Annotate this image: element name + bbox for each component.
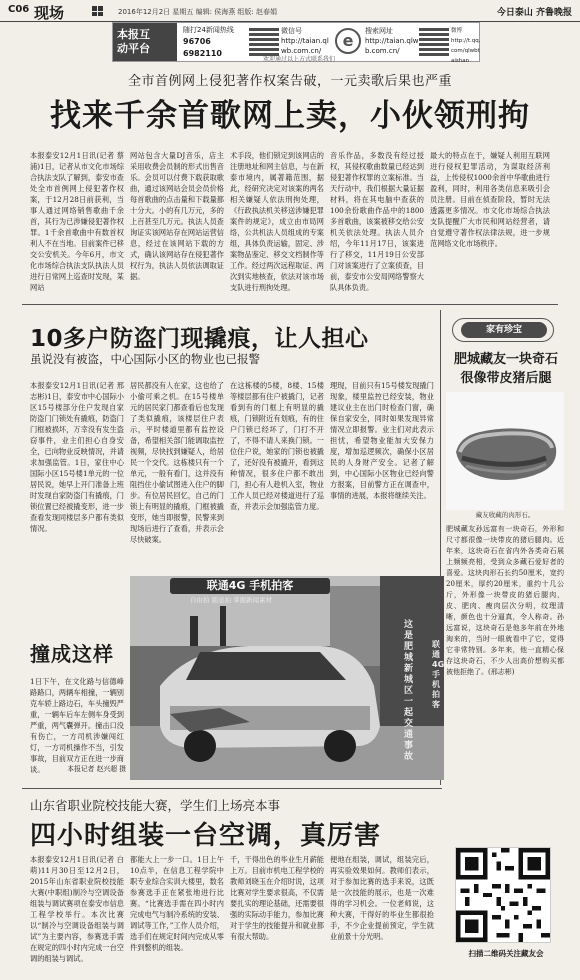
banner-title: [113, 23, 177, 61]
masthead: 今日泰山 齐鲁晚报: [496, 8, 572, 18]
article1-subtitle: 全市首例网上侵犯著作权案告破，一元卖歌后果也严重: [127, 74, 452, 89]
article4-subtitle: 山东省职业院校技能大赛，学生们上场亮本事: [30, 798, 281, 813]
sidebar-body: 肥城藏友孙远富有一块奇石，外形和尺寸都很像一块带皮的猪后腿肉。近年来，这块奇石在省内外各类奇石展上频频亮相，受到众多藏石爱好者的喜爱。这块肉形石长约50厘米，宽约20厘米，厚约20厘米，重约十几公斤，外形像一块带皮的猪后腿肉，皮、肥肉、瘦肉层次分明，纹理清晰，颜色也十分逼真，令人称奇。孙远富说，这块奇石是他多年前在外地淘来的，当时一眼就看中了它，觉得它非常特别。多年来，他一直精心保存这块奇石，不少人出高价想购买都被他拒绝了。: [446, 525, 564, 676]
phone-number-1: 96706: [183, 37, 211, 46]
article4-title: 四小时组装一台空调，真厉害: [30, 821, 382, 851]
article4-column: 都能大上一步一口。1日上午10点半，在信息工程学院中职专业综合实训大楼里，数名参赛选手正在紧张地进行比赛。“比赛选手需在四小时内完成电气与制冷系统的安装、调试等工作，”工作人员介绍，选手们在规定时间内完成从零件到整机的组装。: [130, 855, 224, 952]
divider: [22, 304, 558, 305]
web-3-label: 微博: [451, 28, 463, 34]
banner-web-3: [451, 26, 481, 66]
rock-photo: [446, 392, 564, 510]
sidebar-title-line-1: 肥城藏友一块奇石: [453, 352, 558, 367]
sidebar-reporter: (邢志彬): [488, 668, 515, 676]
page-number: C06: [8, 4, 30, 15]
article4-column: 千，干得出色的毕业生月薪能上万。目前市机电工程学校的教师刘晓玉在介绍时说，这项比赛对学生要求很高，不仅需要扎实的理论基础，还需要很强的实际动手能力，参加比赛对于学生的技能提升和就业都有很大帮助。: [230, 855, 324, 941]
qr-code-icon: [419, 26, 449, 56]
banner-web-1: [281, 26, 331, 56]
article2-column: 居民都没有人在家，这也给了小偷可乘之机。在15号楼单元的居民家门都查看后也发现了类似撬痕，该楼层住户表示，平时楼道里都有监控设备，希望相关部门能调取监控视频，尽快找到嫌疑人，给居民一个交代。这栋楼只有一个单元，一般有看门，这并没有阻挡住小偷试图进入住户的脚步。有位居民回忆，自己的门锁上有明显的撬痕，门框被撬变形，她当即报警，民警来到现场后进行了查看，并表示会尽快破案。: [130, 381, 224, 544]
web-2-label: 搜索网址: [365, 27, 393, 35]
web-1-value: http://taian.qlwb.com.cn/: [281, 37, 329, 55]
meat-stone-image: [446, 392, 564, 510]
rock-photo-caption: 藏友收藏的肉形石。: [475, 511, 535, 519]
web-2-value: http://taian.qlwb.com.cn/: [365, 37, 419, 55]
qr-code-icon: [249, 26, 279, 56]
phone-label: 随打24新闻热线: [183, 26, 234, 34]
article3-title: 撞成这样: [30, 642, 114, 666]
article2-column: 理现，目前只有15号楼发现撬门现象，楼里监控已经安装，物业建议业主在出门时检查门窗，确保自家安全，同时如果发现异常情况立即报警。业主们对此表示担忧，希望物业能加大安保力度，增加巡逻频次，确保小区居民的人身财产安全。记者了解到，中心国际小区物业已经向警方报案，目前警方正在调查中，事情的进展，本报将继续关注。: [330, 381, 434, 500]
issue-meta: 2016年12月2日 星期五 编辑: 侯海燕 组版: 赵春娟: [118, 8, 278, 16]
photo-brand-sublabel: 自由拍 随意拍 掌握新闻素材: [190, 596, 273, 604]
article1-column: 术手段，他们锁定到该网店的注册地址和网主信息，与在新泰市境内，属著籍范围，据此，经研究决定对该案的两名相关嫌疑人依法刑拘处理，《行政执法机关移送涉嫌犯罪案件的规定》，成立由市局网络，公共机法人员组成的专案组，具体负责运输，固定、涉案物品鉴定、移交文档制作等工作。经过两次远程取证、两次到实地核查，依法对该市场支队进行刑拘处理。: [230, 151, 324, 292]
qr-code: [455, 847, 551, 943]
grid-icon: [92, 6, 102, 16]
banner-phone: [183, 25, 249, 60]
crashed-car-image: [130, 576, 444, 780]
article3-credit: 本报记者 赵兴超 摄: [67, 765, 126, 773]
divider: [22, 788, 442, 789]
photo-brand-label: 联通4G 手机拍客: [170, 578, 330, 594]
page-header: [0, 0, 580, 22]
photo-side-caption: 这是肥城新城区一起交通事故: [404, 620, 414, 762]
banner-note: 欢迎通过以上方式联系我们: [263, 56, 336, 63]
banner-title-line-1: 本报互: [117, 28, 150, 41]
article1-column: 本报泰安12月1日讯(记者 蔡浦)1日，记者从市文化市场综合执法支队了解到，泰安市查处全市首例网上侵犯著作权案，于12月28日前获利，当事人通过网络销售歌曲千余首，其行为已涉嫌侵犯著作权罪。1千余首歌曲中有数首权利人不在当地。目前案件已移交公安机关。今年6月，市文化市场综合执法支队执法人员进行日常网上巡查时发现，某网站: [30, 151, 124, 292]
section-title: 现场: [34, 4, 65, 22]
article1-column: 网站包含大量DJ音乐，店主采用收费会员制的形式出售音乐。会员可以付费下载获取歌曲，通过该网站会员会员价格每首歌曲的点击量和下载量都十分大。小的有几万元，多的上百甚至几万元。执法人员查询证实该网站存在网站运营信息，经过在该网站下载的方式，确认该网站存在侵犯著作权行为，执法人员依法调取证据。: [130, 151, 224, 281]
accident-photo: [130, 576, 444, 780]
article2-title: 10多户防盗门现撬痕，让人担心: [30, 326, 369, 352]
sidebar-tag-label: 家有珍宝: [461, 322, 547, 338]
sidebar-text: [446, 524, 564, 824]
article1-column: 音乐作品，多数没有经过授权，其侵权歌曲数量已经达到侵犯著作权罪的立案标准。当天行动中，我们根据大量证据材料，将在其电脑中查获的100余份歌曲作品中的1800多首歌曲，该案被移交给公安机关依法处理。执法人员介绍，今年11月17日，该案进行了移交，11月19日公安部门对该案进行了立案侦查，目前，泰安市公安局网络警察大队具体负责。: [330, 151, 424, 292]
article2-subtitle: 虽说没有被盗，中心国际小区的物业也已报警: [30, 352, 260, 366]
banner-web-2: [365, 26, 419, 56]
article2-column: 本报泰安12月1日讯(记者 邢志彬)1日，泰安市中心国际小区15号楼部分住户发现自家防盗门门锁处有撬痕，防盗门门框被损坏，万幸没有发生盗窃事件，业主们担心自身安全，已向物业反映情况，并请求加强监管。1日，家住中心国际小区15号楼1单元的一位居民说，她早上开门准备上班时发现自家防盗门有撬痕，门锁位置已经被撬变形，进一步查看发现同楼层多户都有类似情况。: [30, 381, 124, 533]
article3-body: 1日下午，在文化路与信德峰路路口，两辆车相撞，一辆别克车轿上路边石，车头撞毁严重，一辆车后车左侧车身受到严重，两气囊弹开。撞击口没有伤亡，一方司机涉嫌闯红灯，一方司机操作不当，引发事故，目前双方正在进一步商谈。: [30, 677, 124, 774]
article1-column: 最大的特点在于，嫌疑人利用互联网进行侵权犯罪活动，为谋取经济利益，上传侵权1000余首中华歌曲进行盈利，同时，利用各类信息来吸引会员注册。目前在侦查阶段，暂时无法透露更多情况。市文化市场综合执法支队提醒广大市民和网站经营者，请自觉遵守著作权法律法规，进一步规范网络文化市场秩序。: [430, 151, 550, 248]
article4-column: 便地在组装，调试，组装完后，再实验效果如何。教师们表示，对于参加比赛的选手来说，这既是一次技能的展示，也是一次难得的学习机会。一位老师说，这种大赛，干得好的毕业生都很抢手，不少企业提前预定，学生就业前景十分光明。: [330, 855, 434, 941]
banner-title-line-2: 动平台: [117, 42, 150, 55]
qr-caption: 扫描二维码关注藏友会: [468, 949, 544, 958]
article4-column: 本报泰安12月1日讯(记者 白萌)11月30日至12月2日，2015年山东省职业院校技能大赛(中职组)制冷与空调设备组装与调试赛项在泰安市信息工程学校举行。本次比赛以“制冷与空调设备组装与调试”为主要内容，参赛选手需在规定的四小时内完成一台空调的组装与调试。: [30, 855, 124, 963]
sidebar-title-line-2: 很像带皮猪后腿: [460, 371, 552, 386]
article2-column: 在这栋楼的5楼，8楼、15楼等楼层都有住户被撬门，记者看到有的门框上有明显的撬痕，门锁附近有划痕，有的住户门锁已经坏了，门打不开了，不得不请人来换门锁。一位住户说，她家的门锁也被撬了，还好没有被撬开，看到这种情况，很多住户都不敢出门，担心有人趁机入室，物业工作人员已经对楼道进行了巡查，并表示会加强监管力度。: [230, 381, 324, 511]
ie-browser-icon: e: [335, 28, 361, 54]
sidebar-title: [446, 350, 566, 388]
article1-title: 找来千余首歌网上卖，小伙领刑拘: [50, 98, 530, 134]
interaction-banner: [112, 22, 480, 62]
qr-code-icon: [456, 848, 550, 942]
web-3-value: http://t.qq.com/qlwbtaishan: [451, 38, 481, 64]
web-1-label: 微信号: [281, 27, 302, 35]
sidebar-tag: [452, 318, 554, 342]
photo-side-caption-2: 联通4G 手机拍客: [432, 640, 445, 709]
phone-number-2: 6982110: [183, 49, 222, 58]
